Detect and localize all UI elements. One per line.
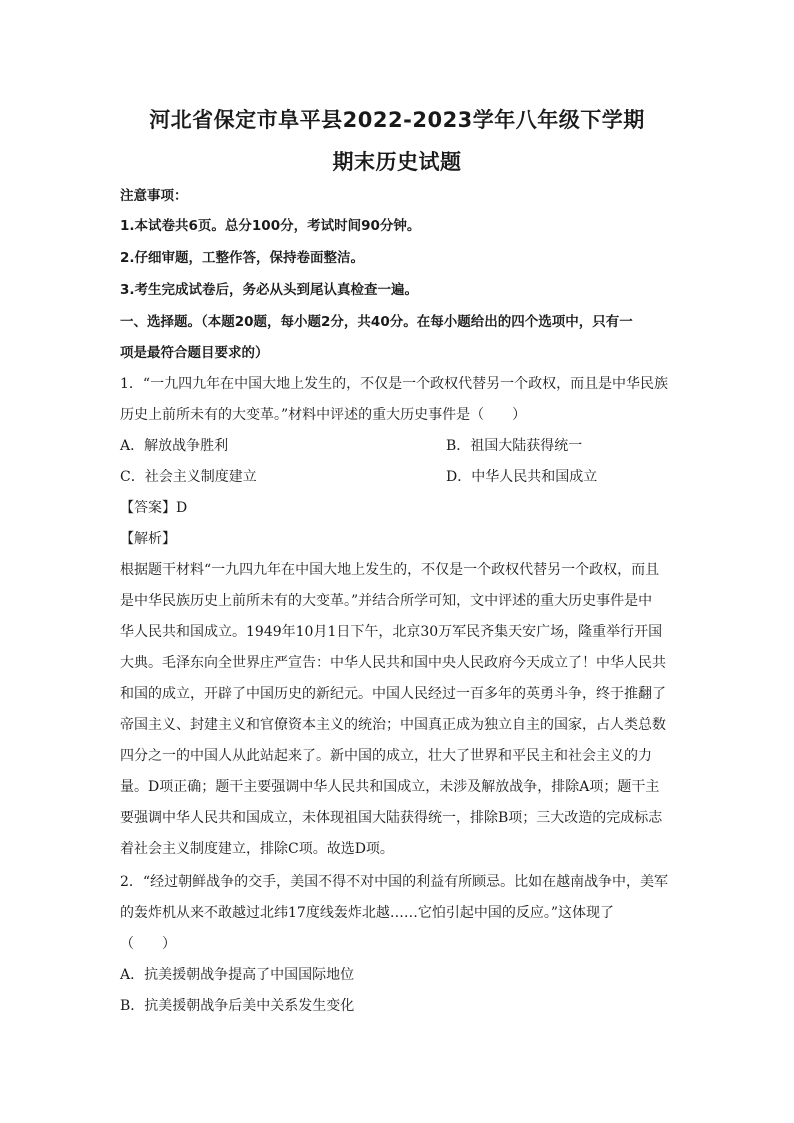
notes-item-2: 2.仔细审题，工整作答，保持卷面整洁。	[120, 250, 365, 266]
q1-analysis-line: 华人民共和国成立。1949年10月1日下午，北京30万军民齐集天安广场，隆重举行开国	[120, 624, 663, 640]
q1-option-a: A．解放战争胜利	[120, 438, 229, 454]
q1-analysis-line: 帝国主义、封建主义和官僚资本主义的统治；中国真正成为独立自主的国家，占人类总数	[120, 717, 666, 733]
q1-analysis-line: 大典。毛泽东向全世界庄严宣告：中华人民共和国中央人民政府今天成立了！中华人民共	[120, 655, 666, 671]
q1-analysis-line: 着社会主义制度建立，排除C项。故选D项。	[120, 841, 394, 857]
notes-item-3: 3.考生完成试卷后，务必从头到尾认真检查一遍。	[120, 282, 419, 298]
notes-item-1: 1.本试卷共6页。总分100分，考试时间90分钟。	[120, 218, 421, 234]
section-heading-line1: 一、选择题。（本题20题，每小题2分，共40分。在每小题给出的四个选项中，只有一	[120, 314, 633, 330]
q1-analysis-line: 四分之一的中国人从此站起来了。新中国的成立，壮大了世界和平民主和社会主义的力	[120, 748, 652, 764]
q1-stem-line1: 1．“一九四九年在中国大地上发生的，不仅是一个政权代替另一个政权，而且是中华民族	[120, 376, 669, 392]
q1-analysis-line: 要强调中华人民共和国成立，未体现祖国大陆获得统一，排除B项；三大改造的完成标志	[120, 810, 663, 826]
exam-title-line2: 期末历史试题	[332, 150, 462, 174]
q1-option-c: C．社会主义制度建立	[120, 469, 257, 485]
q1-stem-line2: 历史上前所未有的大变革。”材料中评述的重大历史事件是（ ）	[120, 407, 527, 423]
q1-analysis-line: 根据题干材料“一九四九年在中国大地上发生的，不仅是一个政权代替另一个政权，而且	[120, 562, 660, 578]
q1-option-d: D．中华人民共和国成立	[446, 469, 598, 485]
q2-stem-line3: （ ）	[120, 936, 176, 952]
exam-title-line1: 河北省保定市阜平县2022-2023学年八年级下学期	[149, 108, 645, 132]
q1-analysis-line: 量。D项正确；题干主要强调中华人民共和国成立，未涉及解放战争，排除A项；题干主	[120, 779, 660, 795]
notes-heading: 注意事项：	[120, 188, 188, 204]
q1-analysis-heading: 【解析】	[120, 531, 176, 547]
section-heading-line2: 项是最符合题目要求的）	[120, 345, 269, 361]
q1-answer: 【答案】D	[120, 500, 188, 516]
q2-stem-line2: 的轰炸机从来不敢越过北纬17度线轰炸北越……它怕引起中国的反应。”这体现了	[120, 905, 614, 921]
q2-option-a: A．抗美援朝战争提高了中国国际地位	[120, 967, 355, 983]
q1-option-b: B．祖国大陆获得统一	[446, 438, 583, 454]
q2-stem-line1: 2．“经过朝鲜战争的交手，美国不得不对中国的利益有所顾忌。比如在越南战争中，美军	[120, 874, 669, 890]
q1-analysis-line: 和国的成立，开辟了中国历史的新纪元。中国人民经过一百多年的英勇斗争，终于推翻了	[120, 686, 666, 702]
q1-analysis-line: 是中华民族历史上前所未有的大变革。”并结合所学可知，文中评述的重大历史事件是中	[120, 593, 653, 609]
q2-option-b: B．抗美援朝战争后美中关系发生变化	[120, 998, 355, 1014]
